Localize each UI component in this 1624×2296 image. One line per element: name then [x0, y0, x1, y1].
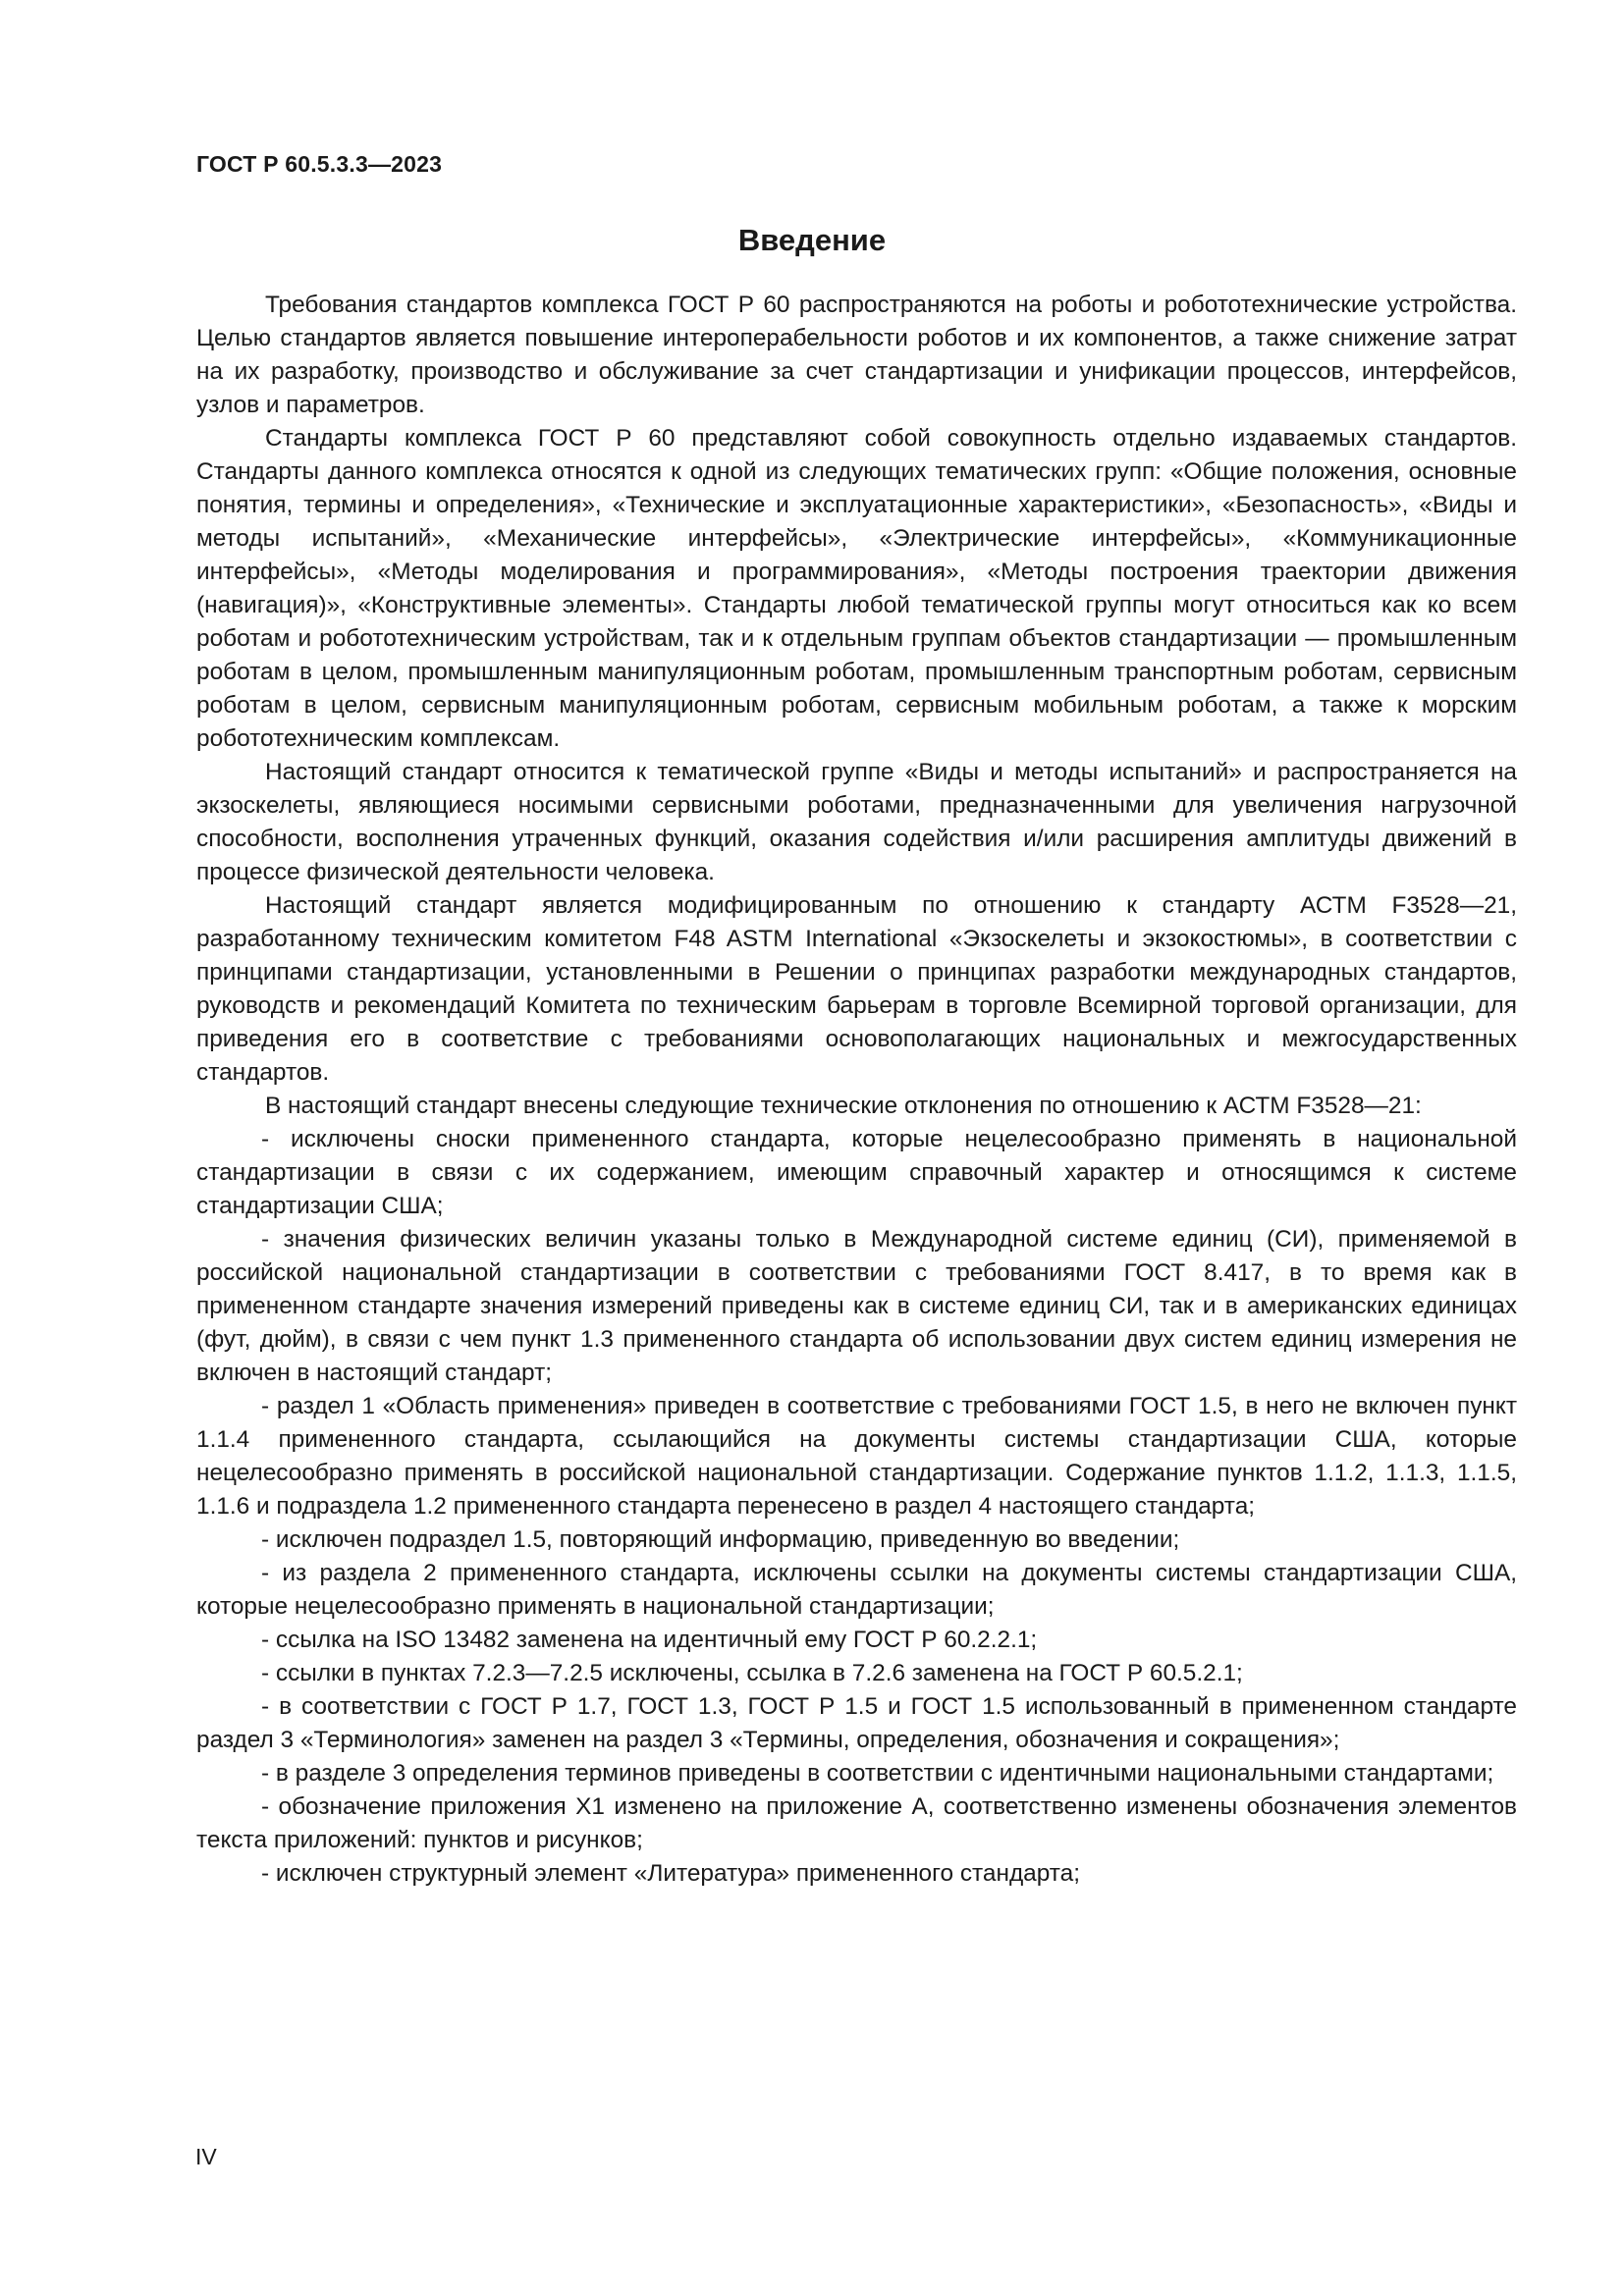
paragraph: Настоящий стандарт относится к тематической группе «Виды и методы испытаний» и распространяется на экзоскелеты, являющиеся носимыми сервисными роботами, предназначенными для увеличения нагрузочной способности, восполнения утраченных функций, оказания содействия и/или расширения амплитуды движений в процессе физической деятельности человека. — [196, 759, 1517, 885]
section-title: Введение — [737, 223, 887, 257]
deviation-item: - значения физических величин указаны только в Международной системе единиц (СИ), применяемой в российской национальной стандартизации в соответствии с требованиями ГОСТ 8.417, в то время как в примененном стандарте значения измерений приведены как в системе единиц СИ, так и в американских единицах (фут, дюйм), в связи с чем пункт 1.3 примененного стандарта об использовании двух систем единиц измерения не включен в настоящий стандарт; — [196, 1226, 1517, 1386]
deviation-item: - обозначение приложения X1 изменено на приложение А, соответственно изменены обозначения элементов текста приложений: пунктов и рисунков; — [196, 1793, 1517, 1853]
deviation-item: - исключен структурный элемент «Литература» примененного стандарта; — [261, 1860, 1081, 1887]
deviation-item: - исключен подраздел 1.5, повторяющий информацию, приведенную во введении; — [261, 1526, 1180, 1553]
deviation-item: - ссылки в пунктах 7.2.3—7.2.5 исключены, ссылка в 7.2.6 заменена на ГОСТ Р 60.5.2.1; — [261, 1660, 1243, 1686]
deviation-item: - исключены сноски примененного стандарта, которые нецелесообразно применять в национальной стандартизации в связи с их содержанием, имеющим справочный характер и относящимся к системе стандартизации США; — [196, 1126, 1517, 1219]
document-body — [196, 289, 1517, 1891]
paragraph: Требования стандартов комплекса ГОСТ Р 60 распространяются на роботы и робототехнические устройства. Целью стандартов является повышение интероперабельности роботов и их компонентов, а также снижение затрат на их разработку, производство и обслуживание за счет стандартизации и унификации процессов, интерфейсов, узлов и параметров. — [196, 292, 1517, 418]
deviation-item: - в соответствии с ГОСТ Р 1.7, ГОСТ 1.3, ГОСТ Р 1.5 и ГОСТ 1.5 использованный в примененном стандарте раздел 3 «Терминология» заменен на раздел 3 «Термины, определения, обозначения и сокращения»; — [196, 1693, 1517, 1753]
document-header: ГОСТ Р 60.5.3.3—2023 — [196, 151, 443, 177]
paragraph: Настоящий стандарт является модифицированным по отношению к стандарту АСТМ F3528—21, разработанному техническим комитетом F48 ASTM International «Экзоскелеты и экзокостюмы», в соответствии с принципами стандартизации, установленными в Решении о принципах разработки международных стандартов, руководств и рекомендаций Комитета по техническим барьерам в торговле Всемирной торговой организации, для приведения его в соответствие с требованиями основополагающих национальных и межгосударственных стандартов. — [196, 892, 1517, 1086]
paragraph: Стандарты комплекса ГОСТ Р 60 представляют собой совокупность отдельно издаваемых стандартов. Стандарты данного комплекса относятся к одной из следующих тематических групп: «Общие положения, основные понятия, термины и определения», «Технические и эксплуатационные характеристики», «Безопасность», «Виды и методы испытаний», «Механические интерфейсы», «Электрические интерфейсы», «Коммуникационные интерфейсы», «Методы моделирования и программирования», «Методы построения траектории движения (навигация)», «Конструктивные элементы». Стандарты любой тематической группы могут относиться как ко всем роботам и робототехническим устройствам, так и к отдельным группам объектов стандартизации — промышленным роботам в целом, промышленным манипуляционным роботам, промышленным транспортным роботам, сервисным роботам в целом, сервисным манипуляционным роботам, сервисным мобильным роботам, а также к морским робототехническим комплексам. — [196, 425, 1517, 752]
deviation-item: - в разделе 3 определения терминов приведены в соответствии с идентичными национальными стандартами; — [261, 1760, 1494, 1787]
paragraph: В настоящий стандарт внесены следующие технические отклонения по отношению к АСТМ F3528—21: — [265, 1093, 1422, 1119]
deviation-item: - раздел 1 «Область применения» приведен в соответствие с требованиями ГОСТ 1.5, в него не включен пункт 1.1.4 примененного стандарта, ссылающийся на документы системы стандартизации США, которые нецелесообразно применять в российской национальной стандартизации. Содержание пунктов 1.1.2, 1.1.3, 1.1.5, 1.1.6 и подраздела 1.2 примененного стандарта перенесено в раздел 4 настоящего стандарта; — [196, 1393, 1517, 1520]
deviation-item: - ссылка на ISO 13482 заменена на идентичный ему ГОСТ Р 60.2.2.1; — [261, 1627, 1038, 1653]
deviation-item: - из раздела 2 примененного стандарта, исключены ссылки на документы системы стандартизации США, которые нецелесообразно применять в национальной стандартизации; — [196, 1560, 1517, 1620]
page-number: IV — [195, 2144, 217, 2169]
